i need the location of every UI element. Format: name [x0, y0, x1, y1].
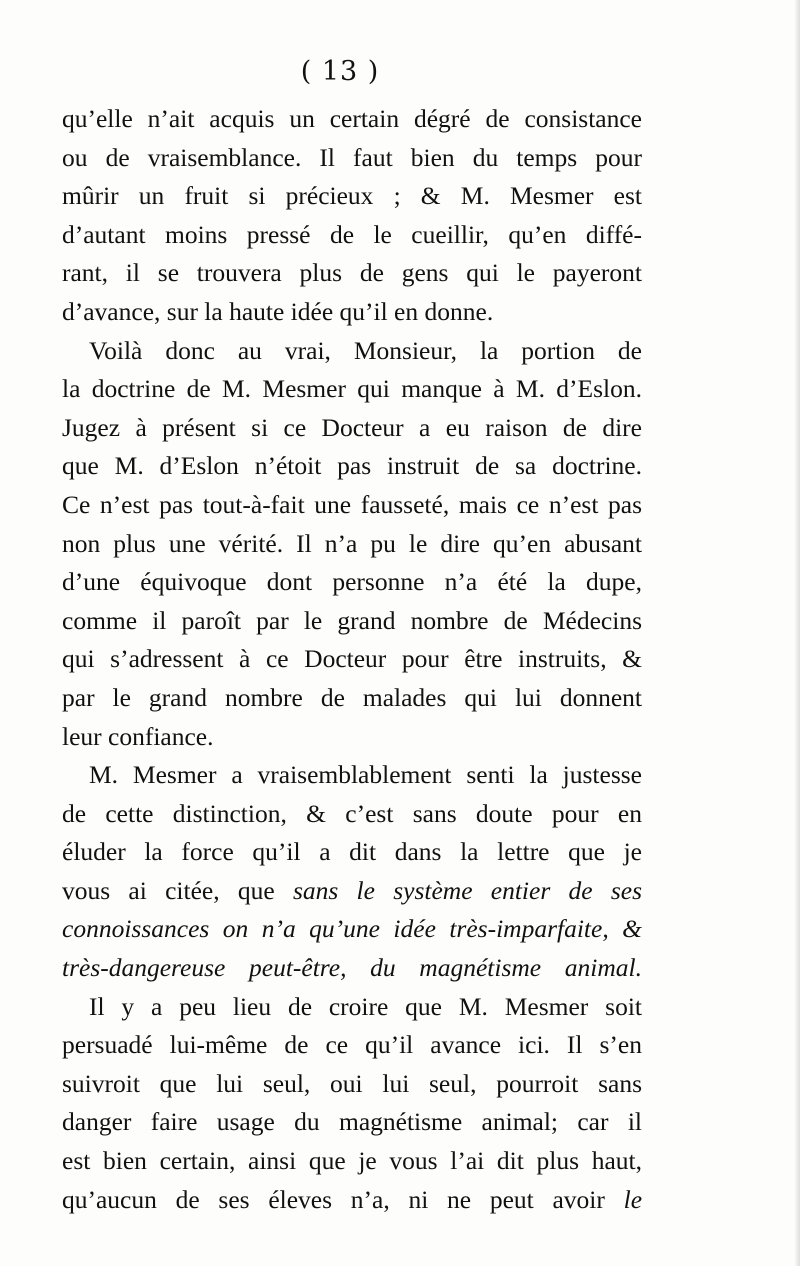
- text-line-roman: éluder la force qu’il a dit dans la lettre que je: [62, 837, 642, 867]
- text-line: [62, 640, 642, 679]
- text-line-roman: d’autant moins pressé de le cueillir, qu’en diffé-: [62, 219, 642, 249]
- text-line: [62, 910, 642, 949]
- text-line-roman: danger faire usage du magnétisme animal; car il: [62, 1107, 642, 1137]
- text-line: [62, 756, 642, 795]
- text-line: [62, 370, 642, 409]
- text-line-roman: qui s’adressent à ce Docteur pour être instruits, &: [62, 644, 642, 674]
- text-line: [62, 525, 642, 564]
- text-line: [62, 949, 642, 988]
- text-line: [62, 795, 642, 834]
- text-line: [62, 1065, 642, 1104]
- text-line-roman: rant, il se trouvera plus de gens qui le payeront: [62, 258, 642, 288]
- text-line: [62, 872, 642, 911]
- text-line-roman: que M. d’Eslon n’étoit pas instruit de sa doctrine.: [62, 451, 642, 481]
- text-line: [62, 409, 642, 448]
- text-line: [62, 1026, 642, 1065]
- text-line-roman: la doctrine de M. Mesmer qui manque à M. d’Eslon.: [62, 374, 642, 404]
- text-line: [62, 254, 642, 293]
- text-line-roman: est bien certain, ainsi que je vous l’ai dit plus haut,: [62, 1146, 642, 1176]
- text-line: [62, 447, 642, 486]
- text-line-roman: mûrir un fruit si précieux ; & M. Mesmer est: [62, 181, 642, 211]
- text-line-italic: très-dangereuse peut-être, du magnétisme animal.: [62, 953, 642, 983]
- text-line: [62, 486, 642, 525]
- text-line: [62, 1103, 642, 1142]
- text-line-roman: Jugez à présent si ce Docteur a eu raison de dire: [62, 412, 642, 442]
- text-line-italic: sans le système entier de ses: [292, 875, 642, 905]
- text-line-roman: leur confiance.: [62, 721, 214, 751]
- text-line: [62, 332, 642, 371]
- text-line-roman: de cette distinction, & c’est sans doute pour en: [62, 798, 642, 828]
- text-line: [62, 679, 642, 718]
- text-line-roman: M. Mesmer a vraisemblablement senti la justesse: [89, 760, 642, 790]
- text-line: [62, 718, 642, 757]
- page-number: ( 13 ): [300, 56, 380, 87]
- text-line: [62, 833, 642, 872]
- text-line: [62, 293, 642, 332]
- text-line-roman: non plus une vérité. Il n’a pu le dire qu’en abusant: [62, 528, 642, 558]
- text-line-roman: Voilà donc au vrai, Monsieur, la portion de: [89, 335, 642, 365]
- text-line-roman: Il y a peu lieu de croire que M. Mesmer soit: [89, 991, 642, 1021]
- text-line-roman: persuadé lui-même de ce qu’il avance ici. Il s’en: [62, 1030, 642, 1060]
- text-line-roman: ou de vraisemblance. Il faut bien du temps pour: [62, 142, 642, 172]
- text-line: [62, 139, 642, 178]
- text-line: [62, 100, 642, 139]
- page-edge-shadow: [794, 0, 800, 1266]
- text-line-roman: d’avance, sur la haute idée qu’il en donne.: [62, 296, 494, 326]
- text-line: [62, 1181, 642, 1220]
- text-line: [62, 602, 642, 641]
- text-line-roman: d’une équivoque dont personne n’a été la dupe,: [62, 567, 642, 597]
- text-line-italic: connoissances on n’a qu’une idée très-imparfaite, &: [62, 914, 642, 944]
- text-line: [62, 177, 642, 216]
- body-text: [62, 100, 642, 1219]
- text-line: [62, 1142, 642, 1181]
- text-line: [62, 563, 642, 602]
- text-line-roman: qu’elle n’ait acquis un certain dégré de consistance: [62, 104, 642, 133]
- text-line-roman: par le grand nombre de malades qui lui donnent: [62, 682, 642, 712]
- text-line-italic: le: [623, 1184, 643, 1214]
- text-line: [62, 216, 642, 255]
- text-line-roman: comme il paroît par le grand nombre de Médecins: [62, 605, 642, 635]
- text-line-roman: qu’aucun de ses éleves n’a, ni ne peut avoir: [62, 1184, 605, 1214]
- text-line-roman: suivroit que lui seul, oui lui seul, pourroit sans: [62, 1068, 642, 1098]
- text-line-roman: Ce n’est pas tout-à-fait une fausseté, mais ce n’est pas: [62, 489, 642, 519]
- text-line-roman: vous ai citée, que: [62, 875, 275, 905]
- text-line: [62, 988, 642, 1027]
